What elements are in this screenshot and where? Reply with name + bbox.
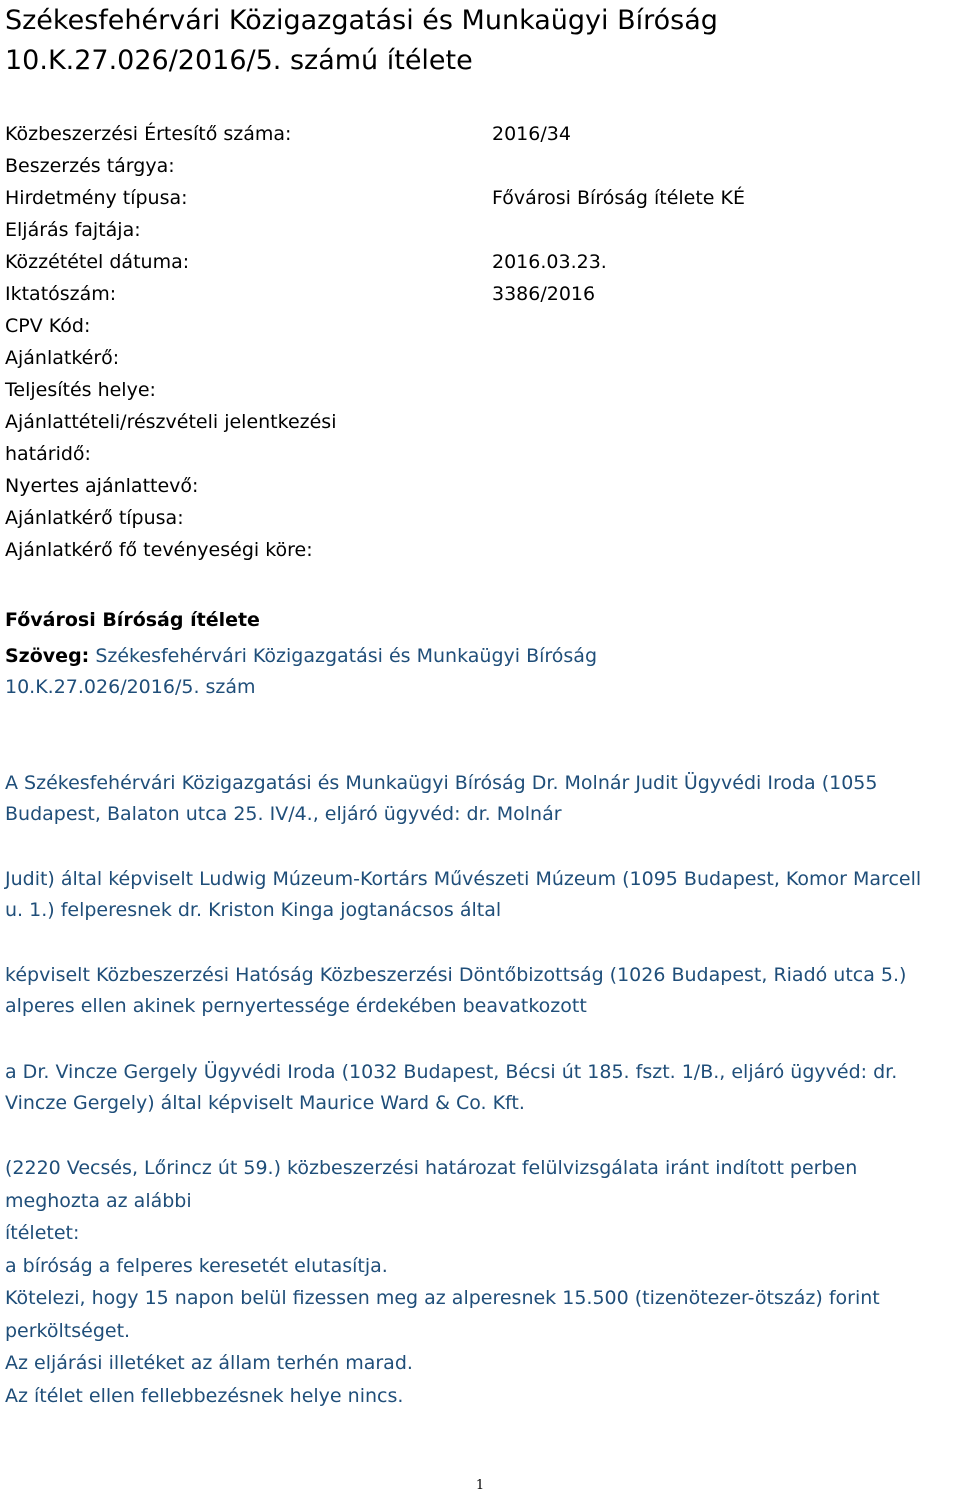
meta-row-nyertes-ajanlattevo xyxy=(5,470,905,502)
meta-label: Közbeszerzési Értesítő száma: xyxy=(5,123,292,145)
paragraph-4 xyxy=(5,1057,960,1119)
meta-value: 2016/34 xyxy=(492,123,571,145)
meta-row-kozbeszerzesi-ertesito xyxy=(5,118,905,150)
text-line: perköltséget. xyxy=(5,1319,131,1342)
meta-row-kozzetetel-datuma xyxy=(5,246,905,278)
case-number: 10.K.27.026/2016/5. szám xyxy=(5,676,256,698)
paragraph-3 xyxy=(5,960,960,1022)
text-line: alperes ellen akinek pernyertessége érdekében beavatkozott xyxy=(5,995,587,1017)
meta-label: Közzététel dátuma: xyxy=(5,251,190,273)
meta-row-hirdetmeny-tipusa xyxy=(5,182,905,214)
meta-row-iktatoszam xyxy=(5,278,905,310)
meta-label: Ajánlatkérő fő tevényeségi köre: xyxy=(5,539,313,561)
text-line: a Dr. Vincze Gergely Ügyvédi Iroda (1032 Budapest, Bécsi út 185. fszt. 1/B., eljáró ügyvéd: dr. xyxy=(5,1061,898,1083)
meta-row-teljesites-helye xyxy=(5,374,905,406)
meta-label: Beszerzés tárgya: xyxy=(5,155,175,177)
text-line: Kötelezi, hogy 15 napon belül fizessen meg az alperesnek 15.500 (tizenötezer-ötszáz) forint xyxy=(5,1287,880,1309)
text-line: u. 1.) felperesnek dr. Kriston Kinga jogtanácsos által xyxy=(5,899,502,921)
paragraph-5 xyxy=(5,1152,960,1412)
meta-label: Ajánlattételi/részvételi jelentkezési határidő: xyxy=(5,411,337,465)
text-header xyxy=(5,641,960,703)
paragraph-1 xyxy=(5,768,960,830)
page-number: 1 xyxy=(475,1478,485,1493)
text-line: A Székesfehérvári Közigazgatási és Munkaügyi Bíróság Dr. Molnár Judit Ügyvédi Iroda (1055 xyxy=(5,772,878,794)
meta-label: Ajánlatkérő: xyxy=(5,347,120,369)
section-title: Fővárosi Bíróság ítélete xyxy=(5,609,260,631)
text-line: Vincze Gergely) által képviselt Maurice Ward & Co. Kft. xyxy=(5,1092,525,1114)
text-line: képviselt Közbeszerzési Hatóság Közbeszerzési Döntőbizottság (1026 Budapest, Riadó utca 5.) xyxy=(5,964,907,986)
meta-label: Teljesítés helye: xyxy=(5,379,156,401)
text-line: Az eljárási illetéket az állam terhén marad. xyxy=(5,1352,413,1374)
text-label: Szöveg: xyxy=(5,645,90,667)
meta-row-ajanlatkero-tipusa xyxy=(5,502,905,534)
meta-label: Eljárás fajtája: xyxy=(5,219,141,241)
meta-row-cpv-kod xyxy=(5,310,905,342)
meta-row-beszerzes-targya xyxy=(5,150,905,182)
court-name: Székesfehérvári Közigazgatási és Munkaügyi Bíróság xyxy=(95,645,598,667)
meta-row-tevekenysegi-kore xyxy=(5,534,905,566)
meta-label: Iktatószám: xyxy=(5,283,117,305)
meta-row-ajanlatkero xyxy=(5,342,905,374)
meta-label: Hirdetmény típusa: xyxy=(5,187,188,209)
text-line: a bíróság a felperes keresetét elutasítja. xyxy=(5,1254,388,1277)
document-title-line1: Székesfehérvári Közigazgatási és Munkaügyi Bíróság xyxy=(5,5,718,36)
text-line: meghozta az alábbi xyxy=(5,1189,192,1212)
text-line: Judit) által képviselt Ludwig Múzeum-Kortárs Művészeti Múzeum (1095 Budapest, Komor Marcell xyxy=(5,868,922,890)
paragraph-2 xyxy=(5,864,960,926)
text-line: Az ítélet ellen fellebbezésnek helye nincs. xyxy=(5,1384,404,1407)
meta-row-eljaras-fajtaja xyxy=(5,214,905,246)
meta-label: Ajánlatkérő típusa: xyxy=(5,507,184,529)
document-title-line2: 10.K.27.026/2016/5. számú ítélete xyxy=(5,45,473,76)
text-line xyxy=(5,641,960,672)
meta-label: CPV Kód: xyxy=(5,315,91,337)
meta-value: Fővárosi Bíróság ítélete KÉ xyxy=(492,187,746,209)
meta-row-hatarido xyxy=(5,406,905,470)
text-line: (2220 Vecsés, Lőrincz út 59.) közbeszerzési határozat felülvizsgálata iránt indított perben xyxy=(5,1157,858,1179)
meta-value: 3386/2016 xyxy=(492,283,596,305)
text-line: Budapest, Balaton utca 25. IV/4., eljáró ügyvéd: dr. Molnár xyxy=(5,803,562,825)
meta-value: 2016.03.23. xyxy=(492,251,607,273)
text-line: ítéletet: xyxy=(5,1222,80,1244)
meta-label: Nyertes ajánlattevő: xyxy=(5,475,199,497)
metadata-table xyxy=(5,118,905,566)
